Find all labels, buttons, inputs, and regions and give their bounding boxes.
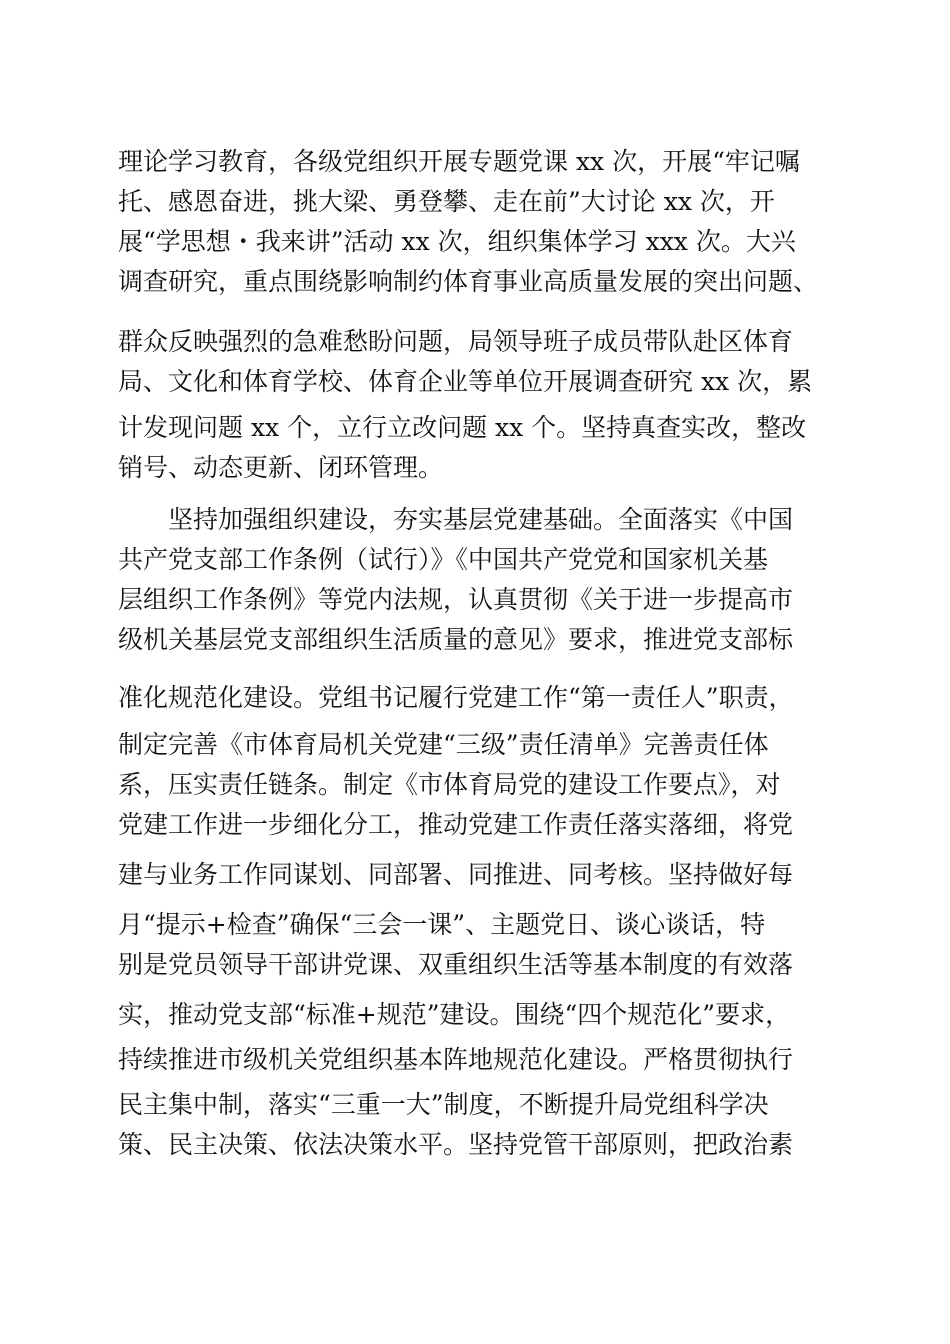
paragraph-line: 月“提示+检查”确保“三会一课”、主题党日、谈心谈话，特 [118,910,766,939]
paragraph-line: 持续推进市级机关党组织基本阵地规范化建设。严格贯彻执行 [118,1045,794,1074]
paragraph-line: 建与业务工作同谋划、同部署、同推进、同考核。坚持做好每 [118,860,794,889]
paragraph-line: 群众反映强烈的急难愁盼问题，局领导班子成员带队赴区体育 [118,327,794,356]
paragraph-line: 级机关基层党支部组织生活质量的意见》要求，推进党支部标 [118,625,794,654]
paragraph-line: 计发现问题 xx 个，立行立改问题 xx 个。坚持真查实改，整改 [118,413,807,442]
paragraph-line: 策、民主决策、依法决策水平。坚持党管干部原则，把政治素 [118,1130,794,1159]
paragraph-line: 党建工作进一步细化分工，推动党建工作责任落实落细，将党 [118,810,794,839]
paragraph-line: 准化规范化建设。党组书记履行党建工作“第一责任人”职责， [118,683,794,712]
paragraph-line: 坚持加强组织建设，夯实基层党建基础。全面落实《中国 [168,505,794,534]
paragraph-line: 层组织工作条例》等党内法规，认真贯彻《关于进一步提高市 [118,585,794,614]
paragraph-line: 托、感恩奋进，挑大梁、勇登攀、走在前”大讨论 xx 次，开 [118,187,775,216]
paragraph-line: 实，推动党支部“标准+规范”建设。围绕“四个规范化”要求， [118,1000,791,1029]
paragraph-line: 理论学习教育，各级党组织开展专题党课 xx 次，开展“牢记嘱 [118,147,800,176]
paragraph-line: 别是党员领导干部讲党课、双重组织生活等基本制度的有效落 [118,950,794,979]
paragraph-line: 局、文化和体育学校、体育企业等单位开展调查研究 xx 次，累 [118,367,813,396]
paragraph-line: 展“学思想・我来讲”活动 xx 次，组织集体学习 xxx 次。大兴 [118,227,796,256]
paragraph-line: 调查研究，重点围绕影响制约体育事业高质量发展的突出问题、 [118,267,819,296]
paragraph-line: 民主集中制，落实“三重一大”制度，不断提升局党组科学决 [118,1090,769,1119]
paragraph-line: 销号、动态更新、闭环管理。 [118,453,444,482]
paragraph-line: 共产党支部工作条例（试行）》《中国共产党党和国家机关基 [118,545,769,574]
paragraph-line: 制定完善《市体育局机关党建“三级”责任清单》完善责任体 [118,730,769,759]
paragraph-line: 系，压实责任链条。制定《市体育局党的建设工作要点》，对 [118,770,781,799]
